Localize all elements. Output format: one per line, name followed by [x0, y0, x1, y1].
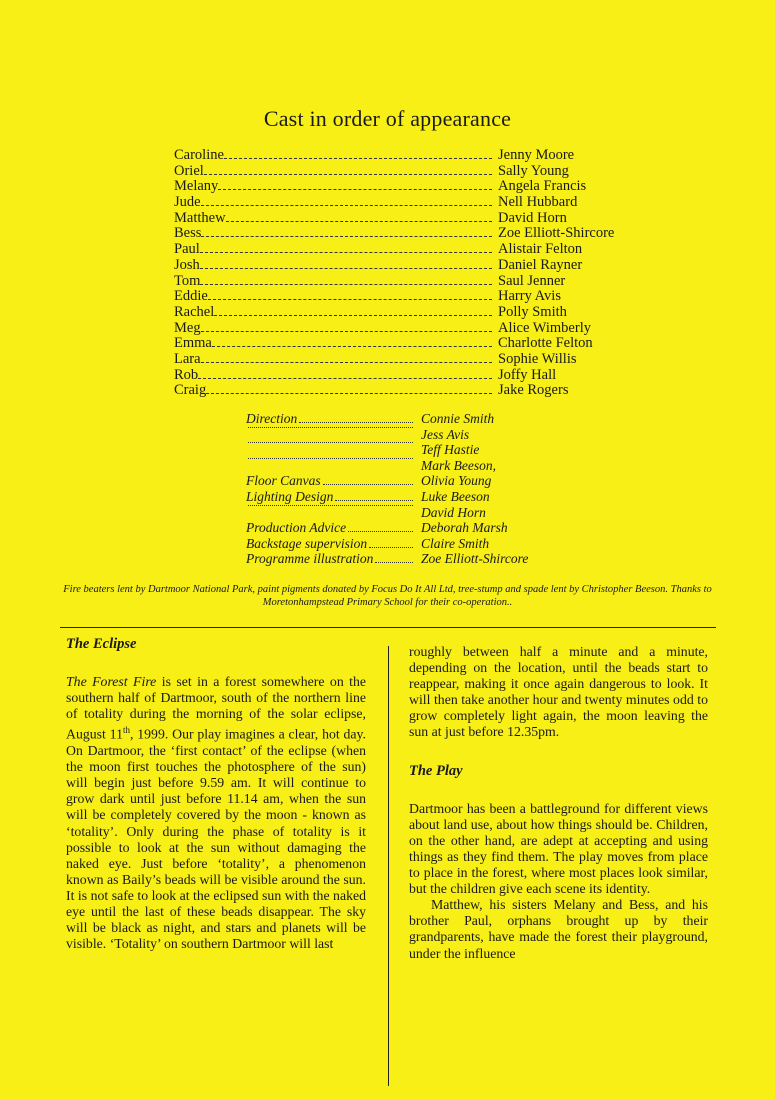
- leader-dashes: [206, 392, 492, 394]
- horizontal-divider: [60, 627, 716, 628]
- leader-dashes: [198, 377, 492, 379]
- leader-dashes: [214, 314, 492, 316]
- eclipse-continued: roughly between half a minute and a minute, depending on the location, until the beads start to reappear, making it once again dangerous to look. It will then take another hour and twenty minutes odd to grow completely light again, the moon leaving the sun at just before 12.35pm.: [409, 644, 708, 740]
- cast-row: [174, 226, 614, 242]
- cast-row: [174, 289, 614, 305]
- play-heading: The Play: [409, 762, 463, 779]
- leader-dots: [335, 500, 413, 501]
- cast-actor: Jenny Moore: [498, 147, 575, 163]
- cast-role: Craig: [174, 382, 207, 399]
- cast-actor: Zoe Elliott-Shircore: [498, 225, 615, 242]
- crew-person: Claire Smith: [421, 535, 490, 551]
- cast-role: Josh: [174, 256, 200, 273]
- cast-role: Matthew: [174, 209, 226, 226]
- cast-row: [174, 211, 614, 227]
- leader-dots: [348, 531, 413, 532]
- play-title: The Forest Fire: [66, 674, 157, 690]
- cast-actor: Harry Avis: [498, 288, 561, 305]
- leader-dots: [323, 484, 413, 485]
- crew-person: David Horn: [421, 504, 486, 520]
- leader-dots: [299, 422, 413, 423]
- cast-row: [174, 368, 614, 384]
- leader-dots: [375, 562, 413, 563]
- leader-dashes: [204, 173, 492, 175]
- crew-row: [246, 551, 576, 567]
- leader-dashes: [201, 361, 492, 363]
- eclipse-section: [66, 636, 366, 952]
- cast-role: Paul: [174, 241, 200, 258]
- leader-dots: [248, 458, 413, 459]
- leader-dashes: [201, 330, 492, 332]
- cast-actor: Polly Smith: [498, 303, 567, 320]
- leader-dashes: [200, 267, 492, 269]
- cast-list: [174, 148, 614, 399]
- cast-actor: Jake Rogers: [498, 382, 569, 399]
- cast-role: Rob: [174, 366, 199, 383]
- leader-dashes: [201, 235, 492, 237]
- cast-row: [174, 179, 614, 195]
- cast-row: [174, 242, 614, 258]
- cast-actor: Saul Jenner: [498, 272, 566, 289]
- leader-dashes: [212, 345, 492, 347]
- crew-row: [246, 442, 576, 458]
- cast-role: Melany: [174, 178, 219, 195]
- cast-role: Jude: [174, 194, 201, 211]
- crew-task: Lighting Design: [246, 488, 334, 504]
- crew-row: [246, 458, 576, 474]
- cast-role: Caroline: [174, 147, 224, 163]
- play-paragraph-1: Dartmoor has been a battleground for different views about land use, about how things should be. Children, on the other hand, are adept at accepting and using things as they find them. The play moves from place to place in the forest, where most places look similar, but the children give each scene its identity.: [409, 800, 708, 897]
- leader-dashes: [200, 251, 492, 253]
- credits-note: Fire beaters lent by Dartmoor National Park, paint pigments donated by Focus Do It All Ltd, tree-stump and spade lent by Christopher Beeson. Thanks to Moretonhampstead Primary School for their co-operation..: [63, 584, 712, 608]
- cast-row: [174, 258, 614, 274]
- cast-row: [174, 164, 614, 180]
- cast-row: [174, 336, 614, 352]
- eclipse-text-part1: is set in a forest somewhere on the southern half of Dartmoor, south of the northern line of totality during the morning of the solar eclipse, August 11: [66, 674, 366, 742]
- leader-dashes: [218, 188, 492, 190]
- crew-person: Teff Hastie: [421, 442, 480, 458]
- eclipse-heading: The Eclipse: [66, 636, 137, 652]
- leader-dots: [248, 505, 413, 506]
- cast-role: Oriel: [174, 162, 204, 179]
- crew-list: [246, 411, 576, 567]
- crew-row: [246, 520, 576, 536]
- cast-row: [174, 321, 614, 337]
- crew-person: Deborah Marsh: [421, 520, 508, 536]
- column-divider: [388, 646, 389, 1086]
- cast-role: Tom: [174, 272, 201, 289]
- cast-actor: David Horn: [498, 209, 567, 226]
- crew-task: Programme illustration: [246, 551, 374, 567]
- crew-row: [246, 411, 576, 427]
- cast-role: Lara: [174, 350, 201, 367]
- cast-row: [174, 274, 614, 290]
- cast-row: [174, 195, 614, 211]
- cast-actor: Sophie Willis: [498, 350, 577, 367]
- eclipse-body: [66, 674, 366, 952]
- cast-actor: Alistair Felton: [498, 241, 583, 258]
- crew-task: Direction: [246, 411, 298, 426]
- date-suffix: th: [122, 725, 130, 736]
- cast-row: [174, 148, 614, 164]
- cast-row: [174, 305, 614, 321]
- crew-row: [246, 505, 576, 521]
- crew-person: Luke Beeson: [421, 488, 490, 504]
- cast-row: [174, 352, 614, 368]
- leader-dots: [248, 427, 413, 428]
- eclipse-text-part2: , 1999. Our play imagines a clear, hot day. On Dartmoor, the ‘first contact’ of the eclipse (when the moon first touches the photosphere of the sun) will begin just before 9.59 am. It will continue to grow dark until just before 11.14 am, when the sun will be completely covered by the moon - known as ‘totality’. Only during the phase of totality is it possible to look at the sun without damaging the naked eye. Just before ‘totality’, a phenomenon known as Baily’s beads will be visible around the sun. It is not safe to look at the eclipsed sun with the naked eye until the last of these beads disappear. The sky will be black as night, and stars and planets will be visible. ‘Totality’ on southern Dartmoor will last: [66, 726, 366, 952]
- crew-person: Connie Smith: [421, 411, 495, 426]
- play-paragraph-2: Matthew, his sisters Melany and Bess, and his brother Paul, orphans brought up by their grandparents, have made the forest their playground, under the influence: [409, 897, 708, 961]
- crew-task: Backstage supervision: [246, 535, 368, 551]
- cast-row: [174, 383, 614, 399]
- right-column: [409, 644, 708, 962]
- leader-dots: [369, 547, 413, 548]
- leader-dashes: [208, 298, 492, 300]
- leader-dashes: [224, 157, 492, 159]
- cast-actor: Daniel Rayner: [498, 256, 583, 273]
- crew-person: Mark Beeson,: [421, 457, 496, 473]
- crew-person: Zoe Elliott-Shircore: [421, 551, 529, 567]
- crew-person: Olivia Young: [421, 473, 492, 489]
- crew-person: Jess Avis: [421, 426, 470, 442]
- cast-actor: Joffy Hall: [498, 366, 557, 383]
- leader-dashes: [201, 204, 492, 206]
- crew-task: Floor Canvas: [246, 473, 321, 489]
- crew-row: [246, 427, 576, 443]
- crew-row: [246, 473, 576, 489]
- leader-dots: [248, 442, 413, 443]
- cast-actor: Sally Young: [498, 162, 569, 179]
- leader-dashes: [200, 283, 492, 285]
- crew-row: [246, 536, 576, 552]
- cast-actor: Angela Francis: [498, 178, 587, 195]
- cast-actor: Alice Wimberly: [498, 319, 591, 336]
- cast-role: Rachel: [174, 303, 215, 320]
- cast-title: Cast in order of appearance: [263, 106, 512, 131]
- cast-role: Eddie: [174, 288, 208, 305]
- cast-role: Bess: [174, 225, 202, 242]
- crew-row: [246, 489, 576, 505]
- cast-actor: Charlotte Felton: [498, 335, 593, 352]
- leader-dashes: [226, 220, 492, 222]
- cast-role: Meg: [174, 319, 201, 336]
- cast-actor: Nell Hubbard: [498, 194, 578, 211]
- crew-task: Production Advice: [246, 520, 347, 536]
- cast-role: Emma: [174, 335, 212, 352]
